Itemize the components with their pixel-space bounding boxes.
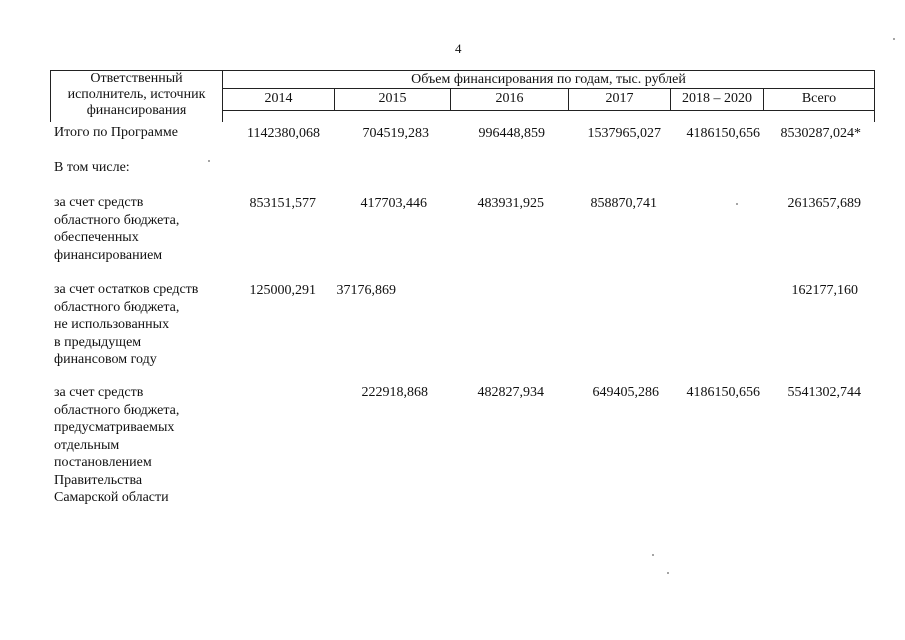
row-separate-resolution-label (54, 384, 179, 507)
secured-2016: 483931,925 (477, 196, 544, 211)
row-label-line: за счет остатков средств (54, 282, 199, 297)
header-bottom-border (222, 110, 875, 111)
header-group-divider (222, 88, 875, 89)
resolution-2017: 649405,286 (592, 385, 659, 400)
year-header-2017: 2017 (605, 91, 634, 106)
scan-speck (893, 38, 895, 40)
total-all: 8530287,024* (780, 126, 861, 141)
year-header-2014: 2014 (264, 91, 293, 106)
secured-2015: 417703,446 (360, 196, 427, 211)
executor-header (51, 71, 222, 119)
scan-speck (208, 160, 210, 162)
resolution-2016: 482827,934 (477, 385, 544, 400)
row-label-line: областного бюджета, (54, 299, 180, 315)
header-right-border (874, 70, 875, 122)
row-label-line: Правительства (54, 472, 143, 488)
total-2017: 1537965,027 (587, 126, 661, 141)
resolution-2018-2020: 4186150,656 (686, 385, 760, 400)
row-label-line: в предыдущем (54, 334, 142, 350)
year-header-2015: 2015 (378, 91, 407, 106)
total-2015: 704519,283 (362, 126, 429, 141)
executor-header-line: Ответственный (90, 71, 183, 86)
row-label-line: обеспеченных (54, 230, 139, 245)
total-2016: 996448,859 (478, 126, 545, 141)
page-number: 4 (455, 41, 462, 56)
resolution-total: 5541302,744 (787, 385, 861, 400)
row-label-line: постановлением (54, 455, 152, 470)
secured-total: 2613657,689 (787, 196, 861, 211)
row-label-line: областного бюджета, (54, 402, 180, 418)
row-total-label (54, 124, 178, 142)
row-label-line: финансовом году (54, 352, 157, 367)
year-header-2016: 2016 (495, 91, 524, 106)
residuals-total: 162177,160 (791, 283, 858, 298)
secured-2017: 858870,741 (590, 196, 657, 211)
residuals-2014: 125000,291 (249, 283, 316, 298)
row-label-line: Самарской области (54, 490, 169, 505)
row-residuals-label (54, 281, 198, 369)
executor-header-line: финансирования (86, 103, 187, 118)
secured-2014: 853151,577 (249, 196, 316, 211)
resolution-2015: 222918,868 (361, 385, 428, 400)
scan-speck (667, 572, 669, 574)
residuals-2015: 37176,869 (336, 283, 396, 298)
row-label-line: Итого по Программе (54, 125, 178, 140)
total-2014: 1142380,068 (247, 126, 320, 141)
row-label-line: В том числе: (54, 160, 130, 175)
funding-group-header: Объем финансирования по годам, тыс. рублей (411, 72, 686, 87)
year-header-total: Всего (801, 91, 837, 106)
total-2018-2020: 4186150,656 (686, 126, 760, 141)
row-label-line: финансированием (54, 247, 163, 263)
executor-header-line: исполнитель, источник (67, 87, 206, 102)
row-secured-funding-label (54, 194, 179, 264)
row-including-label (54, 159, 130, 177)
row-label-line: не использованных (54, 317, 170, 332)
row-label-line: за счет средств (54, 195, 144, 210)
year-header-2018-2020: 2018 – 2020 (682, 91, 752, 106)
row-label-line: отдельным (54, 437, 120, 453)
row-label-line: предусматриваемых (54, 420, 175, 435)
row-label-line: областного бюджета, (54, 212, 180, 228)
row-label-line: за счет средств (54, 385, 144, 400)
scan-speck (652, 554, 654, 556)
scan-speck (736, 203, 738, 205)
